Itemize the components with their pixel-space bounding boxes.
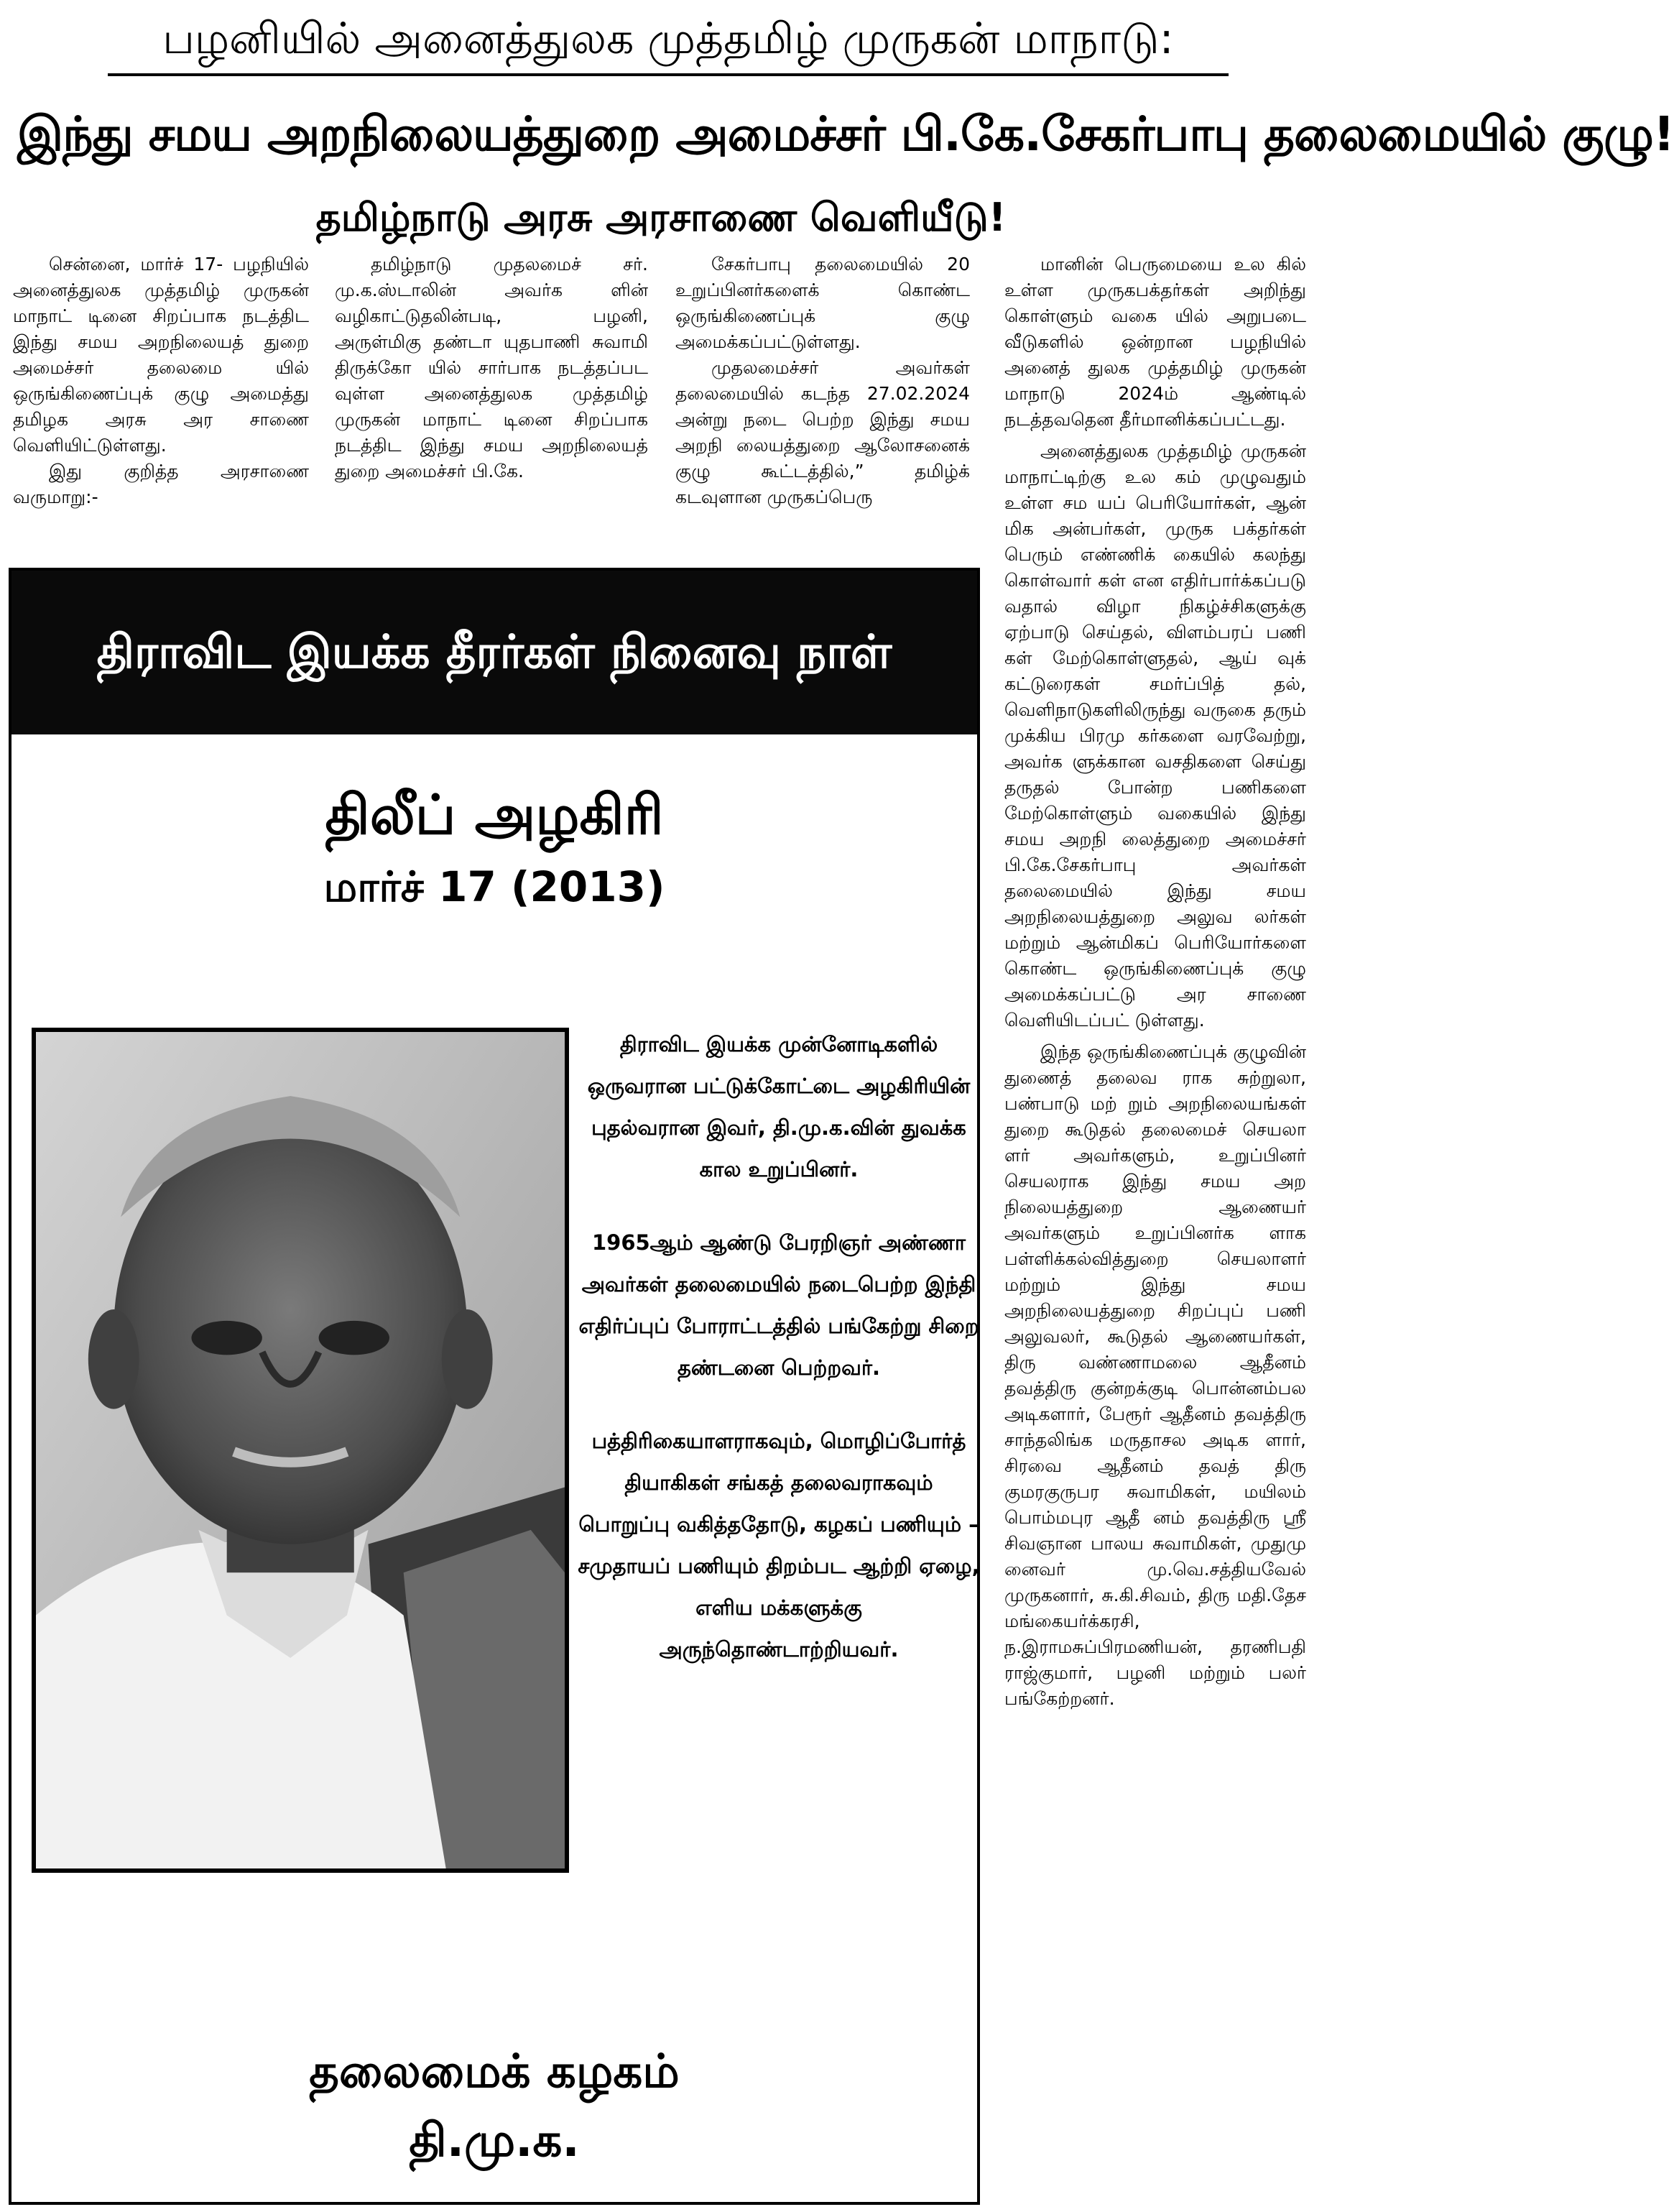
article-paragraph: அனைத்துலக முத்தமிழ் முருகன் மாநாட்டிற்கு உல கம் முழுவதும் உள்ள சம யப் பெரியோர்கள், ஆன் மிக அன்பர்கள், முருக பக்தர்கள் பெரும் எண்ணிக் கையில் கலந்து கொள்வார் கள் என எதிர்பார்க்கப்படு வதால் விழா நிகழ்ச்சிகளுக்கு ஏற்பாடு செய்தல், விளம்பரப் பணி கள் மேற்கொள்ளுதல், ஆய் வுக் கட்டுரைகள் சமர்ப்பித் தல், வெளிநாடுகளிலிருந்து வருகை தரும் முக்கிய பிரமு கர்களை வரவேற்று, அவர்க ளுக்கான வசதிகளை செய்து தருதல் போன்ற பணிகளை மேற்கொள்ளும் வகையில் இந்து சமய அறநி லைத்துறை அமைச்சர் பி.கே.சேகர்பாபு அவர்கள் தலைமையில் இந்து சமய அறநிலையத்துறை அலுவ லர்கள் மற்றும் ஆன்மிகப் பெரியோர்களை கொண்ட ஒருங்கிணைப்புக் குழு அமைக்கப்பட்டு அர சாணை வெளியிடப்பட் டுள்ளது. — [1004, 441, 1306, 1031]
article-column-1 — [13, 252, 309, 561]
biography-paragraph: திராவிட இயக்க முன்னோடிகளில் ஒருவரான பட்டுக்கோட்டை அழகிரியின் புதல்வரான இவர், தி.மு.க.வின் துவக்க கால உறுப்பினர். — [587, 1032, 971, 1181]
memorial-date: மார்ச் 17 (2013) — [323, 862, 665, 911]
memorial-person-name: திலீப் அழகிரி — [325, 783, 664, 847]
memorial-issuer: தலைமைக் கழகம் — [309, 2045, 680, 2098]
biography-paragraph: பத்திரிகையாளராகவும், மொழிப்போர்த் தியாகிகள் சங்கத் தலைவராகவும் பொறுப்பு வகித்ததோடு, கழகப் பணியும் – சமுதாயப் பணியும் திறம்பட ஆற்றி ஏழை, எளிய மக்களுக்கு அருந்தொண்டாற்றியவர். — [578, 1429, 980, 1662]
portrait-photo — [32, 1028, 569, 1873]
article-paragraph: முதலமைச்சர் அவர்கள் தலைமையில் கடந்த 27.02.2024 அன்று நடை பெற்ற இந்து சமய அறநி லையத்துறை ஆலோசனைக் குழு கூட்டத்தில்,” தமிழ்க் கடவுளான முருகப்பெரு — [675, 357, 970, 507]
article-column-2 — [335, 252, 648, 561]
memorial-advertisement — [9, 568, 980, 2205]
article-paragraph: மானின் பெருமையை உல கில் உள்ள முருகபக்தர்கள் அறிந்து கொள்ளும் வகை யில் அறுபடை வீடுகளில் ஒன்றான பழநியில் அனைத் துலக முத்தமிழ் முருகன் மாநாடு 2024ம் ஆண்டில் நடத்தவதென தீர்மானிக்கப்பட்டது. — [1004, 254, 1306, 430]
article-kicker: பழனியில் அனைத்துலக முத்தமிழ் முருகன் மாநாடு: — [108, 4, 1229, 76]
article-paragraph: சென்னை, மார்ச் 17- பழநியில் அனைத்துலக முத்தமிழ் முருகன் மாநாட் டினை சிறப்பாக நடத்திட இந்து சமய அறநிலையத் துறை அமைச்சர் தலைமை யில் ஒருங்கிணைப்புக் குழு அமைத்து தமிழக அரசு அர சாணை வெளியிட்டுள்ளது. — [13, 254, 309, 456]
memorial-party: தி.மு.க. — [409, 2114, 580, 2167]
memorial-banner: திராவிட இயக்க தீரர்கள் நினைவு நாள் — [11, 571, 977, 734]
article-paragraph: தமிழ்நாடு முதலமைச் சர். மு.க.ஸ்டாலின் அவர்க ளின் வழிகாட்டுதலின்படி, பழனி, அருள்மிகு தண்டா யுதபாணி சுவாமி திருக்கோ யில் சார்பாக நடத்தப்பட வுள்ள அனைத்துலக முத்தமிழ் முருகன் மாநாட் டினை சிறப்பாக நடத்திட இந்து சமய அறநிலையத் துறை அமைச்சர் பி.கே. — [335, 254, 648, 481]
article-paragraph: இந்த ஒருங்கிணைப்புக் குழுவின் துணைத் தலைவ ராக சுற்றுலா, பண்பாடு மற் றும் அறநிலையங்கள் துறை கூடுதல் தலைமைச் செயலா ளர் அவர்களும், உறுப்பினர் செயலராக இந்து சமய அற நிலையத்துறை ஆணையர் அவர்களும் உறுப்பினர்க ளாக பள்ளிக்கல்வித்துறை செயலாளர் மற்றும் இந்து சமய அறநிலையத்துறை சிறப்புப் பணி அலுவலர், கூடுதல் ஆணையர்கள், திரு வண்ணாமலை ஆதீனம் தவத்திரு குன்றக்குடி பொன்னம்பல அடிகளார், பேரூர் ஆதீனம் தவத்திரு சாந்தலிங்க மருதாசல அடிக ளார், சிரவை ஆதீனம் தவத் திரு குமரகுருபர சுவாமிகள், மயிலம் பொம்மபுர ஆதீ னம் தவத்திரு ஸ்ரீ சிவஞான பாலய சுவாமிகள், முதுமு னைவர் மு.வெ.சத்தியவேல் முருகனார், சு.கி.சிவம், திரு மதி.தேச மங்கையர்க்கரசி, ந.இராமசுப்பிரமணியன், தரணிபதி ராஜ்குமார், பழனி மற்றும் பலர் பங்கேற்றனர். — [1004, 1041, 1306, 1709]
biography-paragraph: 1965ஆம் ஆண்டு பேரறிஞர் அண்ணா அவர்கள் தலைமையில் நடைபெற்ற இந்தி எதிர்ப்புப் போராட்டத்தில் பங்கேற்று சிறை தண்டனை பெற்றவர். — [578, 1230, 979, 1380]
article-column-4 — [1004, 252, 1306, 2201]
article-subhead: தமிழ்நாடு அரசு அரசாணை வெளியீடு! — [315, 195, 1007, 240]
article-paragraph: சேகர்பாபு தலைமையில் 20 உறுப்பினர்களைக் கொண்ட ஒருங்கிணைப்புக் குழு அமைக்கப்பட்டுள்ளது. — [675, 254, 970, 352]
memorial-biography — [578, 1023, 980, 1886]
article-headline: இந்து சமய அறநிலையத்துறை அமைச்சர் பி.கே.சேகர்பாபு தலைமையில் குழு! — [17, 106, 1674, 162]
article-column-3 — [675, 252, 970, 561]
portrait-illustration — [36, 1032, 565, 1868]
article-paragraph: இது குறித்த அரசாணை வருமாறு:- — [13, 461, 309, 507]
